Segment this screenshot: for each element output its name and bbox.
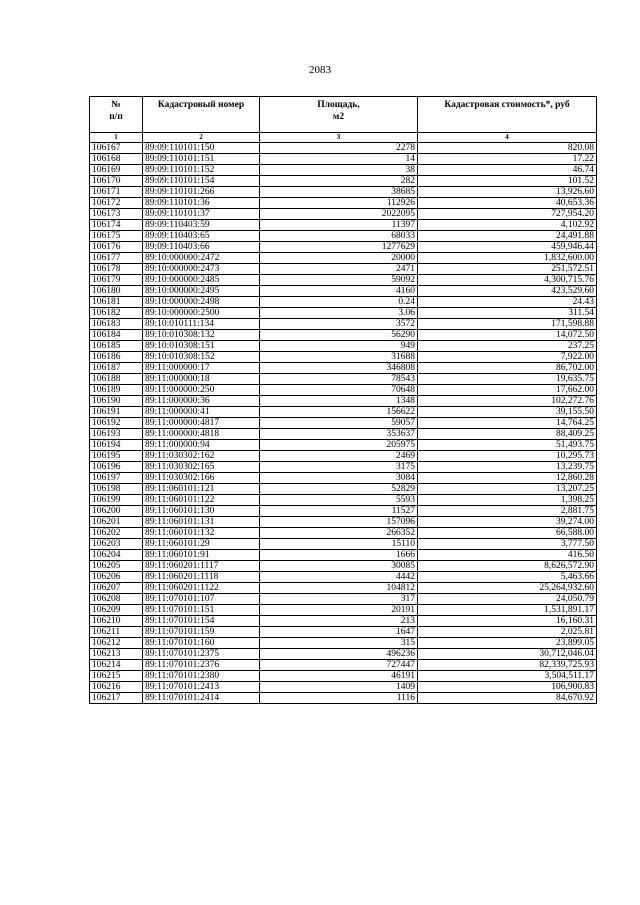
area-cell: 4160 (260, 286, 418, 297)
row-index-cell: 106167 (90, 143, 143, 154)
cadastral-value-cell: 459,946.44 (418, 242, 597, 253)
cadastral-value-cell: 14,072.50 (418, 330, 597, 341)
row-index-cell: 106191 (90, 407, 143, 418)
area-cell: 346808 (260, 363, 418, 374)
cadastral-number-cell: 89:10:000000:2500 (143, 308, 260, 319)
cadastral-number-cell: 89:09:110101:152 (143, 165, 260, 176)
cadastral-number-cell: 89:09:110403:65 (143, 231, 260, 242)
area-cell: 353637 (260, 429, 418, 440)
cadastral-number-cell: 89:11:060101:130 (143, 506, 260, 517)
cadastral-number-cell: 89:09:110101:36 (143, 198, 260, 209)
row-index-cell: 106193 (90, 429, 143, 440)
cadastral-value-cell: 23,899.05 (418, 638, 597, 649)
area-cell: 104812 (260, 583, 418, 594)
cadastral-value-cell: 820.08 (418, 143, 597, 154)
table-row (90, 220, 597, 231)
cadastral-value-cell: 39,274.00 (418, 517, 597, 528)
table-row (90, 572, 597, 583)
cadastral-value-cell: 16,160.31 (418, 616, 597, 627)
row-index-cell: 106175 (90, 231, 143, 242)
area-cell: 20000 (260, 253, 418, 264)
cadastral-value-cell: 46.74 (418, 165, 597, 176)
table-row (90, 264, 597, 275)
cadastral-value-cell: 251,572.51 (418, 264, 597, 275)
cadastral-value-cell: 51,493.75 (418, 440, 597, 451)
cadastral-value-cell: 86,702.00 (418, 363, 597, 374)
area-cell: 2471 (260, 264, 418, 275)
cadastral-number-cell: 89:09:110101:154 (143, 176, 260, 187)
row-index-cell: 106194 (90, 440, 143, 451)
table-row (90, 286, 597, 297)
cadastral-number-cell: 89:09:110403:59 (143, 220, 260, 231)
area-cell: 70648 (260, 385, 418, 396)
area-cell: 52829 (260, 484, 418, 495)
cadastral-value-cell: 12,860.28 (418, 473, 597, 484)
cadastral-number-cell: 89:11:060101:91 (143, 550, 260, 561)
table-row (90, 297, 597, 308)
column-number-3: 3 (260, 133, 418, 143)
row-index-cell: 106190 (90, 396, 143, 407)
cadastral-number-cell: 89:09:110101:266 (143, 187, 260, 198)
cadastral-value-cell: 24.43 (418, 297, 597, 308)
cadastral-number-cell: 89:11:000000:4818 (143, 429, 260, 440)
area-cell: 727447 (260, 660, 418, 671)
row-index-cell: 106200 (90, 506, 143, 517)
area-cell: 213 (260, 616, 418, 627)
cadastral-number-cell: 89:10:000000:2485 (143, 275, 260, 286)
row-index-cell: 106197 (90, 473, 143, 484)
area-cell: 1666 (260, 550, 418, 561)
row-index-cell: 106184 (90, 330, 143, 341)
cadastral-value-cell: 4,102.92 (418, 220, 597, 231)
cadastral-number-cell: 89:11:060101:122 (143, 495, 260, 506)
cadastral-value-cell: 4,300,715.76 (418, 275, 597, 286)
table-row (90, 627, 597, 638)
cadastral-value-cell: 8,626,572.90 (418, 561, 597, 572)
row-index-cell: 106204 (90, 550, 143, 561)
table-row (90, 198, 597, 209)
header-cadastral-value-label: Кадастровая стоимость*, руб (444, 100, 570, 110)
cadastral-value-cell: 1,398.25 (418, 495, 597, 506)
area-cell: 11397 (260, 220, 418, 231)
table-row (90, 341, 597, 352)
cadastral-number-cell: 89:10:010308:152 (143, 352, 260, 363)
cadastral-number-cell: 89:11:000000:17 (143, 363, 260, 374)
area-cell: 3084 (260, 473, 418, 484)
row-index-cell: 106173 (90, 209, 143, 220)
table-row (90, 374, 597, 385)
table-row (90, 495, 597, 506)
table-row (90, 561, 597, 572)
row-index-cell: 106169 (90, 165, 143, 176)
cadastral-number-cell: 89:11:000000:94 (143, 440, 260, 451)
cadastral-value-cell: 3,504,511.17 (418, 671, 597, 682)
area-cell: 266352 (260, 528, 418, 539)
cadastral-number-cell: 89:10:000000:2473 (143, 264, 260, 275)
cadastral-number-cell: 89:11:060101:132 (143, 528, 260, 539)
row-index-cell: 106168 (90, 154, 143, 165)
table-row (90, 638, 597, 649)
area-cell: 38685 (260, 187, 418, 198)
row-index-cell: 106199 (90, 495, 143, 506)
row-index-cell: 106215 (90, 671, 143, 682)
row-index-cell: 106171 (90, 187, 143, 198)
area-cell: 15110 (260, 539, 418, 550)
row-index-cell: 106172 (90, 198, 143, 209)
area-cell: 3175 (260, 462, 418, 473)
row-index-cell: 106176 (90, 242, 143, 253)
cadastral-number-cell: 89:11:000000:250 (143, 385, 260, 396)
table-row (90, 583, 597, 594)
row-index-cell: 106182 (90, 308, 143, 319)
cadastral-value-cell: 2,025.81 (418, 627, 597, 638)
row-index-cell: 106208 (90, 594, 143, 605)
cadastral-number-cell: 89:11:060101:121 (143, 484, 260, 495)
cadastral-value-cell: 82,339,725.93 (418, 660, 597, 671)
table-row (90, 209, 597, 220)
cadastral-value-cell: 423,529.60 (418, 286, 597, 297)
area-cell: 31688 (260, 352, 418, 363)
row-index-cell: 106210 (90, 616, 143, 627)
header-cadastral-value (418, 97, 597, 133)
row-index-cell: 106207 (90, 583, 143, 594)
area-cell: 4442 (260, 572, 418, 583)
row-index-cell: 106198 (90, 484, 143, 495)
cadastral-number-cell: 89:11:030302:165 (143, 462, 260, 473)
table-row (90, 451, 597, 462)
row-index-cell: 106202 (90, 528, 143, 539)
cadastral-value-cell: 171,598.88 (418, 319, 597, 330)
table-row (90, 550, 597, 561)
row-index-cell: 106212 (90, 638, 143, 649)
area-cell: 2022095 (260, 209, 418, 220)
row-index-cell: 106216 (90, 682, 143, 693)
cadastral-value-cell: 19,635.75 (418, 374, 597, 385)
cadastral-number-cell: 89:10:010308:132 (143, 330, 260, 341)
area-cell: 20191 (260, 605, 418, 616)
table-row (90, 352, 597, 363)
header-cadastral-number-label: Кадастровый номер (157, 100, 245, 110)
table-row (90, 528, 597, 539)
table-row (90, 231, 597, 242)
area-cell: 78543 (260, 374, 418, 385)
cadastral-number-cell: 89:09:110101:151 (143, 154, 260, 165)
row-index-cell: 106195 (90, 451, 143, 462)
cadastral-number-cell: 89:11:070101:2376 (143, 660, 260, 671)
column-number-4: 4 (418, 133, 597, 143)
table-row (90, 407, 597, 418)
cadastral-number-cell: 89:11:030302:166 (143, 473, 260, 484)
cadastral-value-cell: 416.50 (418, 550, 597, 561)
area-cell: 11527 (260, 506, 418, 517)
cadastral-value-cell: 102,272.76 (418, 396, 597, 407)
area-cell: 1409 (260, 682, 418, 693)
area-cell: 3572 (260, 319, 418, 330)
area-cell: 205975 (260, 440, 418, 451)
area-cell: 157096 (260, 517, 418, 528)
area-cell: 156622 (260, 407, 418, 418)
cadastral-number-cell: 89:10:000000:2472 (143, 253, 260, 264)
table-row (90, 616, 597, 627)
row-index-cell: 106192 (90, 418, 143, 429)
cadastral-number-cell: 89:11:030302:162 (143, 451, 260, 462)
table-row (90, 649, 597, 660)
cadastral-value-cell: 237.25 (418, 341, 597, 352)
cadastral-number-cell: 89:09:110101:37 (143, 209, 260, 220)
area-cell: 2469 (260, 451, 418, 462)
cadastral-value-cell: 13,926.60 (418, 187, 597, 198)
row-index-cell: 106211 (90, 627, 143, 638)
row-index-cell: 106213 (90, 649, 143, 660)
row-index-cell: 106205 (90, 561, 143, 572)
area-cell: 317 (260, 594, 418, 605)
cadastral-value-cell: 66,588.00 (418, 528, 597, 539)
area-cell: 949 (260, 341, 418, 352)
table-row (90, 242, 597, 253)
area-cell: 1277629 (260, 242, 418, 253)
page-number: 2083 (309, 64, 331, 76)
table-row (90, 275, 597, 286)
area-cell: 0.24 (260, 297, 418, 308)
cadastral-number-cell: 89:09:110101:150 (143, 143, 260, 154)
cadastral-value-cell: 39,155.50 (418, 407, 597, 418)
cadastral-number-cell: 89:11:070101:160 (143, 638, 260, 649)
cadastral-value-cell: 13,239.75 (418, 462, 597, 473)
area-cell: 68033 (260, 231, 418, 242)
area-cell: 56290 (260, 330, 418, 341)
row-index-cell: 106180 (90, 286, 143, 297)
header-cadastral-number (143, 97, 260, 133)
cadastral-number-cell: 89:09:110403:66 (143, 242, 260, 253)
cadastral-number-cell: 89:11:000000:4817 (143, 418, 260, 429)
cadastral-number-cell: 89:11:000000:36 (143, 396, 260, 407)
table-row (90, 539, 597, 550)
row-index-cell: 106170 (90, 176, 143, 187)
row-index-cell: 106203 (90, 539, 143, 550)
cadastral-value-cell: 13,207.25 (418, 484, 597, 495)
row-index-cell: 106178 (90, 264, 143, 275)
row-index-cell: 106187 (90, 363, 143, 374)
cadastral-value-cell: 3,777.50 (418, 539, 597, 550)
row-index-cell: 106179 (90, 275, 143, 286)
table-row (90, 154, 597, 165)
cadastral-value-cell: 84,670.92 (418, 693, 597, 704)
area-cell: 1348 (260, 396, 418, 407)
header-index-label: № п/п (109, 100, 123, 122)
cadastral-number-cell: 89:11:000000:41 (143, 407, 260, 418)
row-index-cell: 106186 (90, 352, 143, 363)
row-index-cell: 106185 (90, 341, 143, 352)
row-index-cell: 106196 (90, 462, 143, 473)
cadastral-number-cell: 89:11:070101:2380 (143, 671, 260, 682)
table-row (90, 517, 597, 528)
cadastral-number-cell: 89:11:060201:1122 (143, 583, 260, 594)
cadastral-number-cell: 89:11:070101:2375 (143, 649, 260, 660)
table-row (90, 165, 597, 176)
area-cell: 14 (260, 154, 418, 165)
area-cell: 282 (260, 176, 418, 187)
row-index-cell: 106217 (90, 693, 143, 704)
cadastral-value-cell: 24,050.79 (418, 594, 597, 605)
cadastral-number-cell: 89:10:000000:2495 (143, 286, 260, 297)
cadastral-value-cell: 10,295.73 (418, 451, 597, 462)
column-number-2: 2 (143, 133, 260, 143)
area-cell: 38 (260, 165, 418, 176)
cadastral-value-cell: 25,264,932.60 (418, 583, 597, 594)
table-row (90, 594, 597, 605)
table-row (90, 429, 597, 440)
row-index-cell: 106189 (90, 385, 143, 396)
table-row (90, 385, 597, 396)
cadastral-value-cell: 1,832,600.00 (418, 253, 597, 264)
table-row (90, 396, 597, 407)
row-index-cell: 106214 (90, 660, 143, 671)
header-area (260, 97, 418, 133)
area-cell: 112926 (260, 198, 418, 209)
cadastral-value-cell: 14,764.25 (418, 418, 597, 429)
table-row (90, 693, 597, 704)
table-row (90, 605, 597, 616)
cadastral-number-cell: 89:11:000000:18 (143, 374, 260, 385)
cadastral-number-cell: 89:11:070101:154 (143, 616, 260, 627)
header-index (90, 97, 143, 133)
table-row (90, 484, 597, 495)
table-row (90, 506, 597, 517)
table-body (90, 143, 597, 704)
cadastral-value-cell: 40,653.36 (418, 198, 597, 209)
cadastral-number-cell: 89:11:060201:1118 (143, 572, 260, 583)
cadastral-value-cell: 5,463.66 (418, 572, 597, 583)
table-header-row (90, 97, 597, 133)
row-index-cell: 106206 (90, 572, 143, 583)
table-row (90, 440, 597, 451)
cadastral-number-cell: 89:11:070101:2413 (143, 682, 260, 693)
column-number-1: 1 (90, 133, 143, 143)
cadastral-number-cell: 89:11:070101:151 (143, 605, 260, 616)
area-cell: 3.06 (260, 308, 418, 319)
cadastral-value-cell: 30,712,046.04 (418, 649, 597, 660)
row-index-cell: 106209 (90, 605, 143, 616)
row-index-cell: 106188 (90, 374, 143, 385)
table-row (90, 462, 597, 473)
cadastral-value-cell: 101.52 (418, 176, 597, 187)
header-area-label: Площадь, м2 (317, 100, 360, 122)
cadastral-number-cell: 89:11:070101:2414 (143, 693, 260, 704)
table-row (90, 671, 597, 682)
row-index-cell: 106174 (90, 220, 143, 231)
table-row (90, 143, 597, 154)
cadastral-number-cell: 89:11:060101:131 (143, 517, 260, 528)
cadastral-value-cell: 17.22 (418, 154, 597, 165)
area-cell: 30085 (260, 561, 418, 572)
cadastral-value-cell: 88,409.25 (418, 429, 597, 440)
area-cell: 1116 (260, 693, 418, 704)
cadastral-number-cell: 89:11:060201:1117 (143, 561, 260, 572)
table-row (90, 330, 597, 341)
cadastral-number-cell: 89:11:070101:159 (143, 627, 260, 638)
table-row (90, 176, 597, 187)
cadastral-number-cell: 89:11:060101:29 (143, 539, 260, 550)
table-row (90, 363, 597, 374)
table-row (90, 187, 597, 198)
table-row (90, 418, 597, 429)
area-cell: 59057 (260, 418, 418, 429)
cadastral-number-cell: 89:10:010111:134 (143, 319, 260, 330)
table-row (90, 253, 597, 264)
area-cell: 1647 (260, 627, 418, 638)
row-index-cell: 106181 (90, 297, 143, 308)
cadastral-value-cell: 17,662.00 (418, 385, 597, 396)
row-index-cell: 106201 (90, 517, 143, 528)
row-index-cell: 106183 (90, 319, 143, 330)
cadastral-value-cell: 2,881.75 (418, 506, 597, 517)
area-cell: 5593 (260, 495, 418, 506)
cadastral-number-cell: 89:10:000000:2498 (143, 297, 260, 308)
area-cell: 2278 (260, 143, 418, 154)
area-cell: 315 (260, 638, 418, 649)
table-row (90, 660, 597, 671)
table-row (90, 319, 597, 330)
area-cell: 59092 (260, 275, 418, 286)
cadastral-value-cell: 1,531,891.17 (418, 605, 597, 616)
cadastral-value-cell: 106,900.83 (418, 682, 597, 693)
row-index-cell: 106177 (90, 253, 143, 264)
cadastral-value-cell: 311.54 (418, 308, 597, 319)
cadastral-table (89, 96, 597, 704)
table-row (90, 308, 597, 319)
area-cell: 46191 (260, 671, 418, 682)
area-cell: 496236 (260, 649, 418, 660)
table-row (90, 473, 597, 484)
cadastral-value-cell: 727,954.20 (418, 209, 597, 220)
cadastral-number-cell: 89:11:070101:107 (143, 594, 260, 605)
column-number-row (90, 133, 597, 143)
table-row (90, 682, 597, 693)
cadastral-value-cell: 7,922.00 (418, 352, 597, 363)
cadastral-number-cell: 89:10:010308:151 (143, 341, 260, 352)
cadastral-value-cell: 24,491.88 (418, 231, 597, 242)
